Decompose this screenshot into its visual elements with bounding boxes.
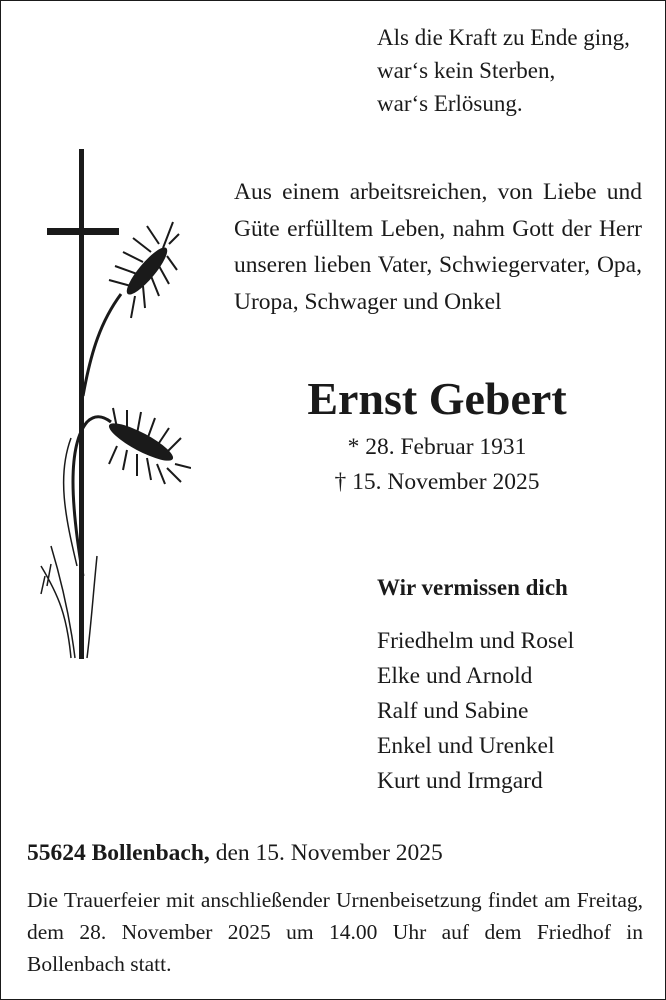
death-date: † 15. November 2025	[334, 469, 540, 495]
place-date-line	[27, 837, 443, 869]
place: 55624 Bollenbach,	[27, 840, 210, 866]
mourner-name: Enkel und Urenkel	[377, 733, 555, 759]
motto-line: war‘s kein Sterben,	[377, 58, 556, 83]
mourner-name: Friedhelm und Rosel	[377, 628, 575, 654]
mourners-list	[377, 624, 574, 799]
notice-date: den 15. November 2025	[215, 840, 443, 866]
birth-date: * 28. Februar 1931	[347, 434, 527, 460]
mourner-name: Ralf und Sabine	[377, 698, 529, 724]
deceased-name: Ernst Gebert	[307, 373, 567, 424]
motto	[377, 21, 657, 120]
motto-line: war‘s Erlösung.	[377, 91, 523, 116]
cross-with-wheat-icon	[31, 146, 191, 666]
intro-text: Aus einem arbeitsreichen, von Liebe und Güte erfülltem Leben, nahm Gott der Herr unseren lieben Vater, Schwiegervater, Opa, Uropa, Schwager und Onkel	[234, 179, 642, 315]
mourner-name: Kurt und Irmgard	[377, 768, 543, 794]
motto-line: Als die Kraft zu Ende ging,	[377, 25, 630, 50]
mourner-name: Elke und Arnold	[377, 663, 533, 689]
ceremony-info: Die Trauerfeier mit anschließender Urnenbeisetzung findet am Freitag, dem 28. November 2025 um 14.00 Uhr auf dem Friedhof in Bollenbach statt.	[27, 888, 643, 976]
mourners-heading: Wir vermissen dich	[377, 575, 568, 600]
